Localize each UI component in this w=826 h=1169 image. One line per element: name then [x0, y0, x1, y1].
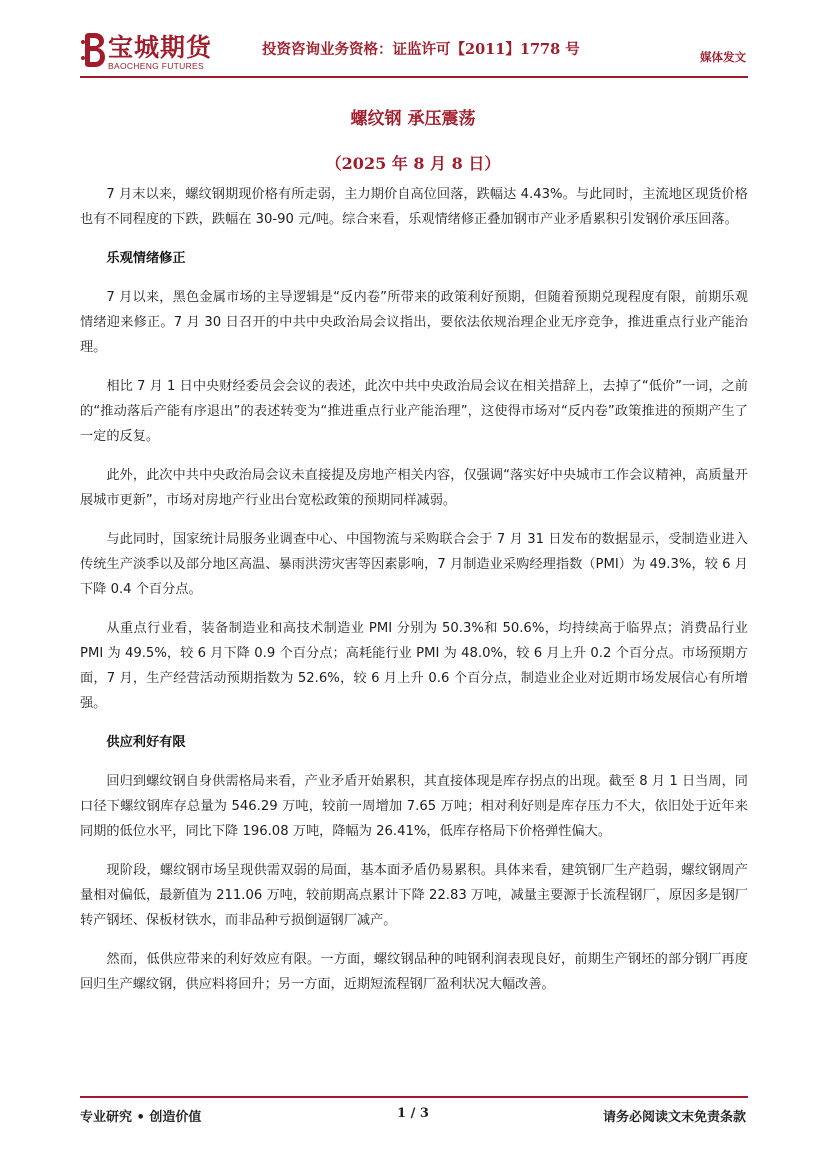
body-paragraph: 现阶段，螺纹钢市场呈现供需双弱的局面，基本面矛盾仍易累积。具体来看，建筑钢厂生产趋弱，螺纹钢周产量相对偏低，最新值为 211.06 万吨，较前期高点累计下降 22.83 万吨，减量主要源于长流程钢厂，原因多是钢厂转产钢坯、保板材铁水，而非品种亏损倒逼钢厂减产。	[80, 863, 748, 928]
header-divider	[80, 76, 748, 78]
article-body	[80, 182, 748, 1011]
body-paragraph: 回归到螺纹钢自身供需格局来看，产业矛盾开始累积，其直接体现是库存拐点的出现。截至 8 月 1 日当周，同口径下螺纹钢库存总量为 546.29 万吨，较前一周增加 7.65 万吨；相对利好则是库存压力不大，依旧处于近年来同期的低位水平，同比下降 196.08 万吨，降幅为 26.41%，低库存格局下价格弹性偏大。	[80, 774, 748, 839]
body-paragraph: 相比 7 月 1 日中央财经委员会会议的表述，此次中共中央政治局会议在相关措辞上，去掉了“低价”一词，之前的“推动落后产能有序退出”的表述转变为“推进重点行业产能治理”，这使得市场对“反内卷”政策推进的预期产生了一定的反复。	[80, 379, 748, 444]
page-footer	[0, 1090, 826, 1140]
logo-english-name: BAOCHENG FUTURES	[108, 61, 204, 71]
body-paragraph: 7 月末以来，螺纹钢期现价格有所走弱，主力期价自高位回落，跌幅达 4.43%。与此同时，主流地区现货价格也有不同程度的下跌，跌幅在 30-90 元/吨。综合来看，乐观情绪修正叠加钢市产业矛盾累积引发钢价承压回落。	[80, 187, 748, 227]
footer-divider	[80, 1096, 748, 1098]
body-paragraph: 7 月以来，黑色金属市场的主导逻辑是“反内卷”所带来的政策利好预期，但随着预期兑现程度有限，前期乐观情绪迎来修正。7 月 30 日召开的中共中央政治局会议指出，要依法依规治理企业无序竞争，推进重点行业产能治理。	[80, 290, 748, 355]
baocheng-logo-icon	[80, 32, 106, 70]
section-heading: 供应利好有限	[106, 735, 186, 750]
article-title: 螺纹钢 承压震荡	[350, 109, 476, 129]
page-number: 1 / 3	[397, 1106, 429, 1121]
article-date: （2025 年 8 月 8 日）	[325, 154, 501, 173]
logo-chinese-name: 宝城期货	[108, 33, 213, 62]
body-paragraph: 此外，此次中共中央政治局会议未直接提及房地产相关内容，仅强调“落实好中央城市工作会议精神，高质量开展城市更新”，市场对房地产行业出台宽松政策的预期同样减弱。	[80, 468, 748, 508]
footer-slogan: 专业研究 • 创造价值	[80, 1110, 202, 1125]
document-type-tag: 媒体发文	[700, 50, 746, 64]
disclaimer-link: 请务必阅读文末免责条款	[602, 1110, 746, 1125]
body-paragraph: 然而，低供应带来的利好效应有限。一方面，螺纹钢品种的吨钢利润表现良好，前期生产钢坯的部分钢厂再度回归生产螺纹钢，供应料将回升；另一方面，近期短流程钢厂盈利状况大幅改善。	[80, 952, 748, 992]
section-heading: 乐观情绪修正	[106, 251, 186, 266]
body-paragraph: 与此同时，国家统计局服务业调查中心、中国物流与采购联合会于 7 月 31 日发布的数据显示，受制造业进入传统生产淡季以及部分地区高温、暴雨洪涝灾害等因素影响，7 月制造业采购经理指数（PMI）为 49.3%，较 6 月下降 0.4 个百分点。	[80, 532, 748, 597]
page-header	[0, 0, 826, 80]
body-paragraph: 从重点行业看，装备制造业和高技术制造业 PMI 分别为 50.3%和 50.6%，均持续高于临界点；消费品行业 PMI 为 49.5%，较 6 月下降 0.9 个百分点；高耗能行业 PMI 为 48.0%，较 6 月上升 0.2 个百分点。市场预期方面，7 月，生产经营活动预期指数为 52.6%，较 6 月上升 0.6 个百分点，制造业企业对近期市场发展信心有所增强。	[80, 621, 748, 711]
qualification-statement: 投资咨询业务资格：证监许可【2011】1778 号	[262, 41, 580, 58]
